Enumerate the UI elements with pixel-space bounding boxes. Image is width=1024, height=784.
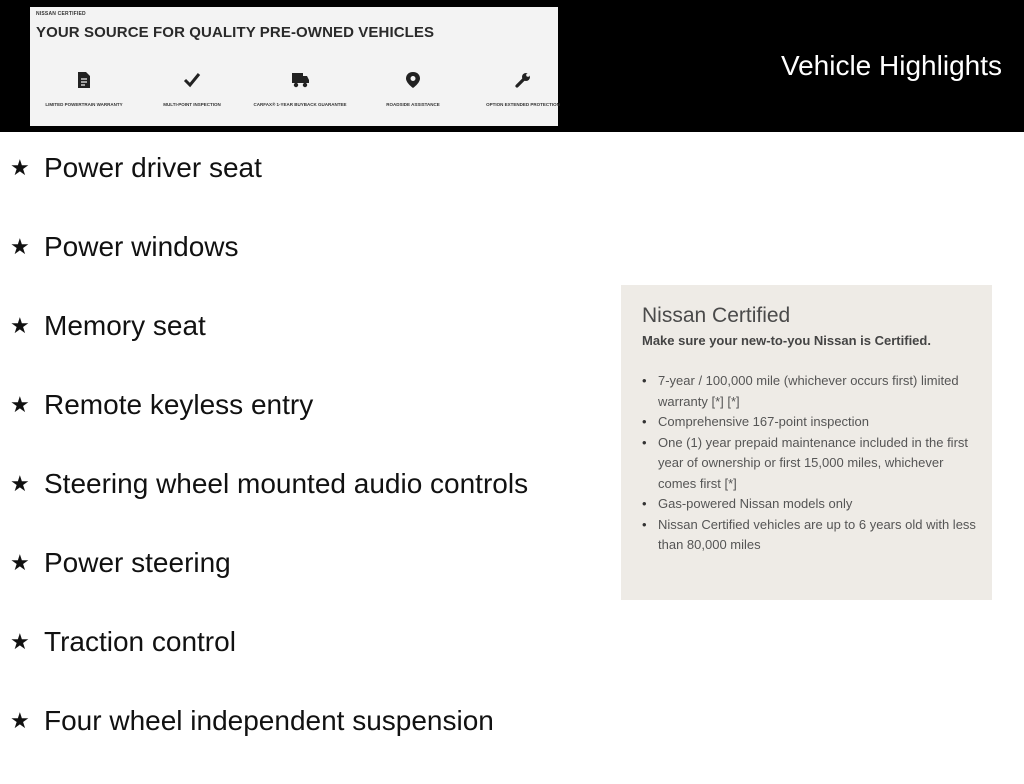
star-icon: ★ — [10, 234, 30, 259]
header-bar — [0, 0, 1024, 132]
highlight-label: Steering wheel mounted audio controls — [44, 468, 529, 499]
star-icon: ★ — [10, 313, 30, 338]
star-icon: ★ — [10, 155, 30, 180]
certified-banner-image — [30, 7, 558, 126]
list-item: • One (1) year prepaid maintenance included in the first year of ownership or first 15,000 miles, whichever comes first [*] — [642, 433, 976, 495]
highlight-label: Power driver seat — [44, 152, 262, 183]
location-pin-icon — [405, 71, 421, 89]
list-item — [10, 468, 528, 547]
highlight-label: Power steering — [44, 547, 231, 578]
feature-label: CARFAX® 1-YEAR BUYBACK GUARANTEE — [253, 102, 347, 107]
list-item: • 7-year / 100,000 mile (whichever occurs first) limited warranty [*] [*] — [642, 371, 976, 412]
banner-kicker: NISSAN CERTIFIED — [36, 11, 86, 17]
document-icon — [76, 71, 92, 89]
list-item — [10, 626, 528, 705]
list-item — [10, 705, 528, 784]
certified-points-list — [642, 371, 976, 556]
star-icon: ★ — [10, 392, 30, 417]
feature-warranty — [34, 71, 134, 109]
nissan-certified-info-box — [621, 285, 992, 600]
highlight-label: Remote keyless entry — [44, 389, 314, 420]
feature-roadside — [363, 71, 463, 109]
checkmark-icon — [183, 71, 201, 89]
highlight-label: Memory seat — [44, 310, 206, 341]
feature-label: ROADSIDE ASSISTANCE — [386, 102, 440, 107]
feature-inspection — [142, 71, 242, 109]
list-item: • Comprehensive 167-point inspection — [642, 412, 976, 433]
list-item — [10, 231, 528, 310]
truck-icon — [290, 71, 310, 89]
list-item: • Nissan Certified vehicles are up to 6 years old with less than 80,000 miles — [642, 515, 976, 556]
feature-protection — [473, 71, 573, 109]
list-item — [10, 547, 528, 626]
certified-subtitle: Make sure your new-to-you Nissan is Certified. — [642, 333, 931, 348]
page-title: Vehicle Highlights — [780, 50, 1002, 81]
vehicle-highlights-list — [10, 152, 528, 784]
highlight-label: Four wheel independent suspension — [44, 705, 494, 736]
feature-buyback — [250, 71, 350, 109]
highlight-label: Power windows — [44, 231, 239, 262]
star-icon: ★ — [10, 550, 30, 575]
feature-label: OPTION EXTENDED PROTECTION — [486, 102, 560, 107]
wrench-icon — [514, 71, 532, 89]
star-icon: ★ — [10, 708, 30, 733]
list-item — [10, 389, 528, 468]
star-icon: ★ — [10, 471, 30, 496]
feature-label: MULTI-POINT INSPECTION — [163, 102, 221, 107]
list-item — [10, 310, 528, 389]
banner-title: YOUR SOURCE FOR QUALITY PRE-OWNED VEHICLES — [36, 24, 435, 41]
list-item: • Gas-powered Nissan models only — [642, 494, 976, 515]
certified-title: Nissan Certified — [642, 304, 791, 327]
highlight-label: Traction control — [44, 626, 236, 657]
feature-label: LIMITED POWERTRAIN WARRANTY — [45, 102, 123, 107]
list-item — [10, 152, 528, 231]
star-icon: ★ — [10, 629, 30, 654]
